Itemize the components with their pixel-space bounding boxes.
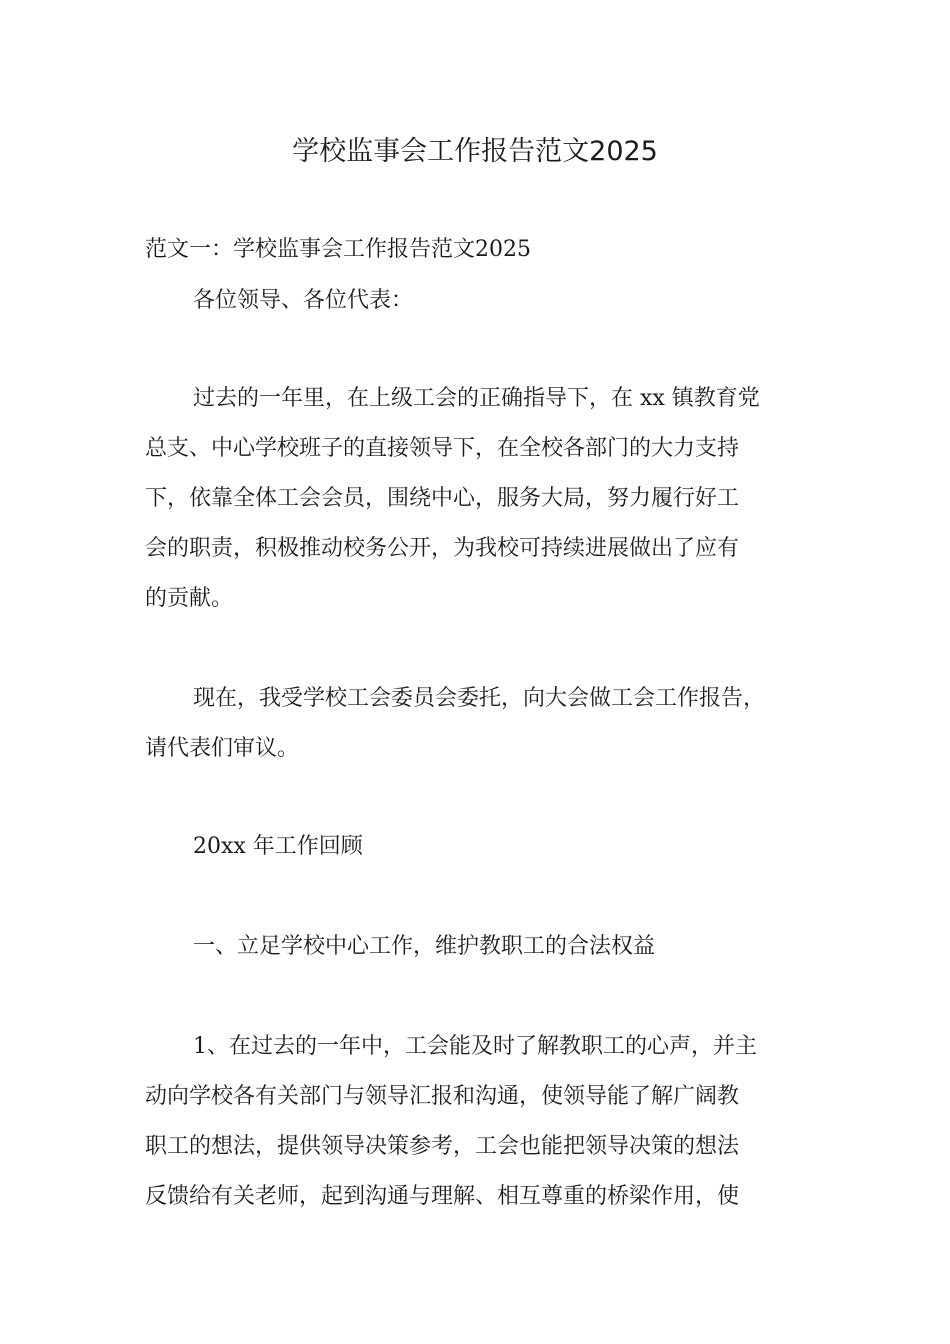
paragraph-line: 1、在过去的一年中，工会能及时了解教职工的心声，并主 — [193, 1034, 757, 1059]
paragraph-line: 请代表们审议。 — [145, 736, 300, 761]
document-title: 学校监事会工作报告范文2025 — [292, 136, 658, 167]
paragraph-line: 过去的一年里，在上级工会的正确指导下，在 xx 镇教育党 — [193, 386, 760, 411]
paragraph-line: 会的职责，积极推动校务公开，为我校可持续进展做出了应有 — [145, 536, 740, 561]
paragraph-line: 的贡献。 — [145, 586, 234, 611]
section-heading-one: 一、立足学校中心工作，维护教职工的合法权益 — [193, 934, 656, 959]
paragraph-line: 职工的想法，提供领导决策参考，工会也能把领导决策的想法 — [145, 1134, 740, 1159]
paragraph-line: 总支、中心学校班子的直接领导下，在全校各部门的大力支持 — [145, 436, 740, 461]
section-heading-review: 20xx 年工作回顾 — [193, 834, 363, 859]
section-heading-fanwen-one: 范文一：学校监事会工作报告范文2025 — [145, 237, 531, 262]
paragraph-line: 反馈给有关老师，起到沟通与理解、相互尊重的桥梁作用，使 — [145, 1184, 740, 1209]
paragraph-line: 动向学校各有关部门与领导汇报和沟通，使领导能了解广阔教 — [145, 1084, 740, 1109]
paragraph-line: 现在，我受学校工会委员会委托，向大会做工会工作报告， — [193, 686, 766, 711]
salutation: 各位领导、各位代表： — [193, 288, 414, 313]
paragraph-line: 下，依靠全体工会会员，围绕中心，服务大局，努力履行好工 — [145, 486, 740, 511]
